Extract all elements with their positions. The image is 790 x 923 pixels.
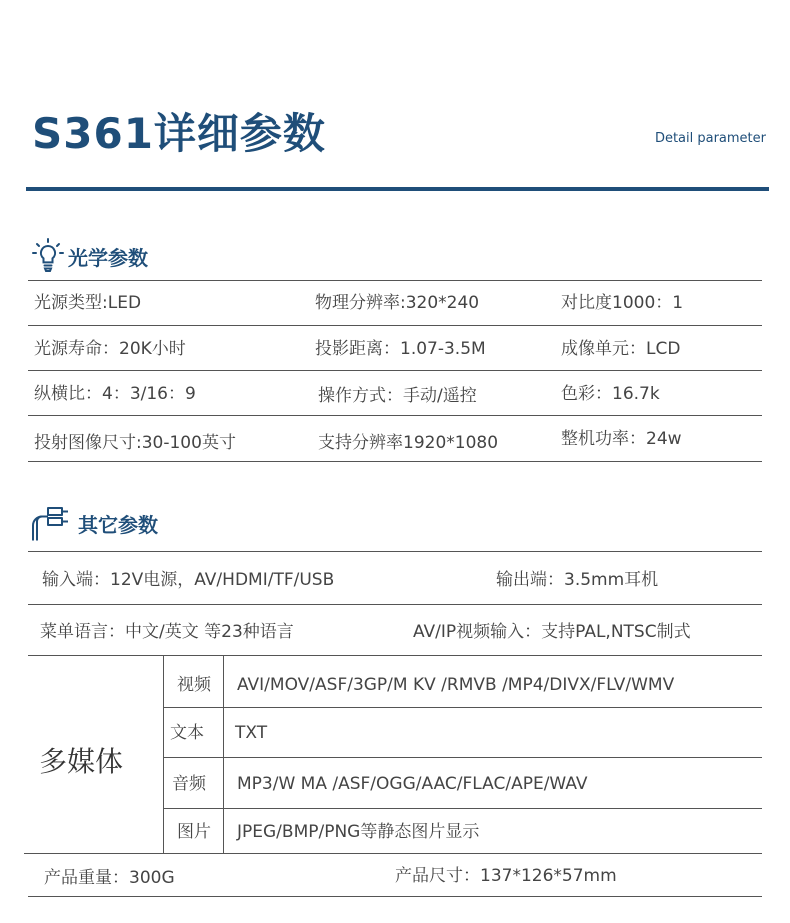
table-rule [163,655,164,853]
other-cell: 输出端：3.5mm耳机 [496,570,659,590]
table-rule [28,325,762,326]
table-rule [223,655,224,853]
media-type: 音频 [172,774,206,794]
media-type: 视频 [177,675,211,695]
media-type: 文本 [170,723,204,743]
optical-cell: 操作方式：手动/遥控 [318,386,477,406]
multimedia-label: 多媒体 [39,745,124,778]
other-section-title: 其它参数 [78,512,158,537]
optical-cell: 支持分辨率1920*1080 [318,433,499,453]
table-rule [163,808,762,809]
table-rule [28,415,762,416]
lightbulb-icon [28,236,68,276]
other-section-header [28,503,158,543]
optical-cell: 物理分辨率:320*240 [315,293,480,313]
table-rule [28,370,762,371]
optical-cell: 光源类型:LED [34,293,142,313]
optical-section-title: 光学参数 [68,245,148,270]
media-formats: AVI/MOV/ASF/3GP/M KV /RMVB /MP4/DIVX/FLV/WMV [237,675,675,695]
optical-cell: 整机功率：24w [561,429,682,449]
table-rule [24,853,762,854]
other-cell: 输入端：12V电源，AV/HDMI/TF/USB [42,570,335,590]
other-cell: AV/IP视频输入：支持PAL,NTSC制式 [413,622,691,642]
title-divider [26,187,769,191]
optical-cell: 成像单元：LCD [561,339,681,359]
page-title: S361详细参数 [32,109,326,158]
table-rule [163,757,762,758]
optical-cell: 投射图像尺寸:30-100英寸 [34,433,236,453]
media-formats: JPEG/BMP/PNG等静态图片显示 [237,822,480,842]
table-rule [163,707,762,708]
optical-section-header [28,236,148,276]
optical-cell: 光源寿命：20K小时 [34,339,186,359]
table-rule [28,604,762,605]
optical-cell: 色彩：16.7k [561,384,660,404]
table-rule [28,461,762,462]
media-formats: MP3/W MA /ASF/OGG/AAC/FLAC/APE/WAV [237,774,588,794]
plug-icon [28,503,72,543]
optical-cell: 纵横比：4：3/16：9 [34,384,196,404]
page-subtitle: Detail parameter [654,131,766,146]
media-formats: TXT [235,723,268,743]
size-value: 产品尺寸：137*126*57mm [395,866,617,886]
weight-value: 产品重量：300G [44,868,175,888]
media-type: 图片 [177,822,211,842]
other-cell: 菜单语言：中文/英文 等23种语言 [40,622,294,642]
table-rule [28,655,762,656]
table-rule [28,551,762,552]
table-rule [28,280,762,281]
optical-cell: 投影距离：1.07-3.5M [315,339,486,359]
table-rule [28,896,762,897]
optical-cell: 对比度1000：1 [561,293,684,313]
